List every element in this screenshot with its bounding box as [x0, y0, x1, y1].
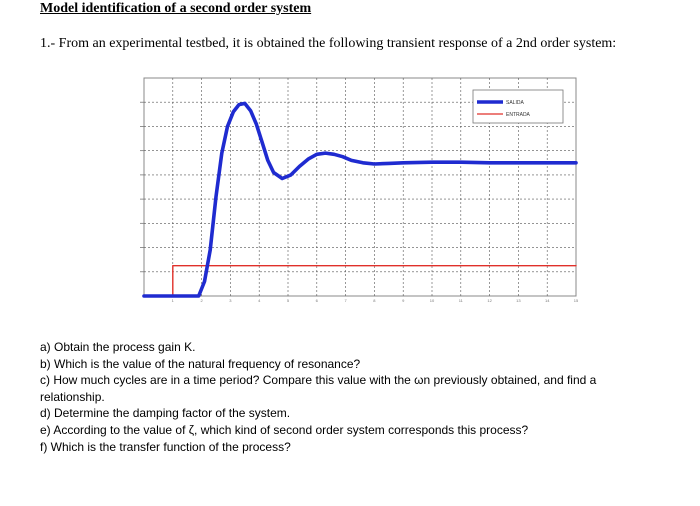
x-tick-label: 11: [458, 298, 463, 303]
x-tick-label: 4: [258, 298, 261, 303]
x-tick-label: 3: [229, 298, 232, 303]
document-title: Model identification of a second order system: [40, 1, 312, 16]
question-a: a) Obtain the process gain K.: [40, 340, 196, 354]
x-tick-label: 14: [544, 298, 550, 303]
x-tick-label: 12: [487, 298, 492, 303]
question-b: b) Which is the value of the natural frequency of resonance?: [40, 356, 361, 371]
y-tick-marks: [140, 102, 144, 272]
x-tick-label: 13: [516, 298, 521, 303]
x-tick-label: 9: [402, 298, 405, 303]
legend-label-entrada: ENTRADA: [506, 112, 530, 118]
question-list: [40, 339, 660, 455]
question-e: e) According to the value of ζ, which kind of second order system corresponds this process?: [40, 422, 529, 437]
x-tick-label: 5: [286, 298, 290, 303]
question-d: d) Determine the damping factor of the system.: [40, 406, 291, 421]
x-tick-label: 1: [171, 298, 174, 303]
legend-label-salida: SALIDA: [506, 100, 524, 106]
question-f: f) Which is the transfer function of the process?: [40, 439, 291, 454]
question-c: c) How much cycles are in a time period? Compare this value with the ωn previously obtained, and find a relationship.: [40, 373, 597, 404]
x-tick-label: 8: [373, 298, 376, 303]
legend-box: [473, 90, 563, 123]
x-tick-label: 2: [200, 298, 203, 303]
x-tick-labels: [172, 298, 579, 303]
legend: [473, 90, 563, 123]
x-tick-label: 15: [573, 298, 579, 303]
x-tick-label: 6: [315, 298, 318, 303]
x-tick-label: 10: [429, 298, 435, 303]
problem-statement: 1.- From an experimental testbed, it is obtained the following transient response of a 2nd order system:: [40, 36, 617, 51]
x-tick-label: 7: [344, 298, 347, 303]
